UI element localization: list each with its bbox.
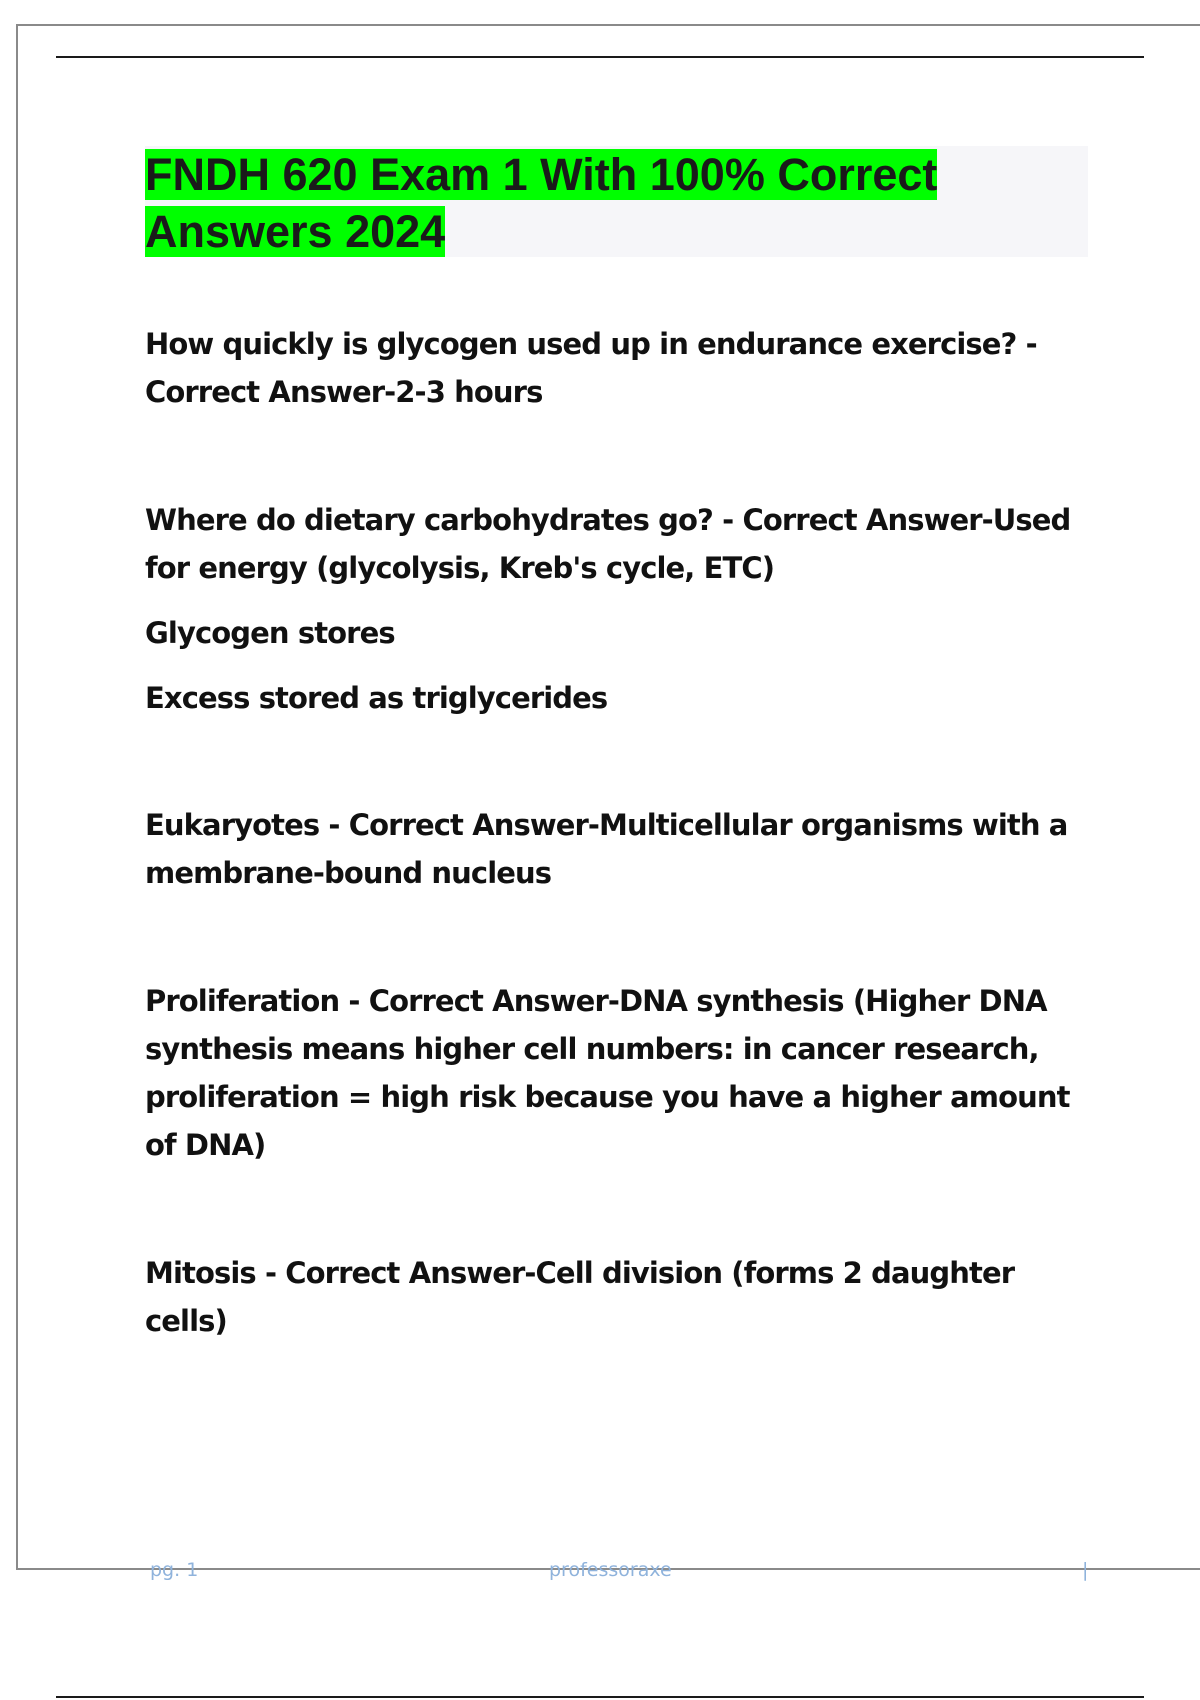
footer-mark: | (1082, 1559, 1089, 1581)
qa-item-dietary-carbohydrates: Where do dietary carbohydrates go? - Correct Answer-Used for energy (glycolysis, Kreb's cycle, ETC) (145, 503, 1071, 585)
qa-item-eukaryotes: Eukaryotes - Correct Answer-Multicellular organisms with a membrane-bound nucleus (145, 808, 1068, 890)
footer-rule (56, 1696, 1144, 1698)
qa-item-glycogen-endurance: How quickly is glycogen used up in endurance exercise? - Correct Answer-2-3 hours (145, 327, 1037, 409)
qa-item-mitosis: Mitosis - Correct Answer-Cell division (forms 2 daughter cells) (145, 1256, 1015, 1338)
header-rule (56, 56, 1144, 58)
title-block (145, 146, 1088, 257)
qa-item-excess-triglycerides: Excess stored as triglycerides (145, 681, 608, 715)
footer-author: professoraxe (549, 1559, 672, 1581)
document-title (145, 146, 1088, 260)
footer-page-number: pg. 1 (150, 1559, 199, 1581)
qa-item-proliferation: Proliferation - Correct Answer-DNA synthesis (Higher DNA synthesis means higher cell numbers: in cancer research, proliferation = high risk because you have a higher amount of DNA) (145, 984, 1070, 1162)
qa-item-glycogen-stores: Glycogen stores (145, 616, 395, 650)
document-title-text: FNDH 620 Exam 1 With 100% Correct Answers 2024 (145, 149, 938, 257)
